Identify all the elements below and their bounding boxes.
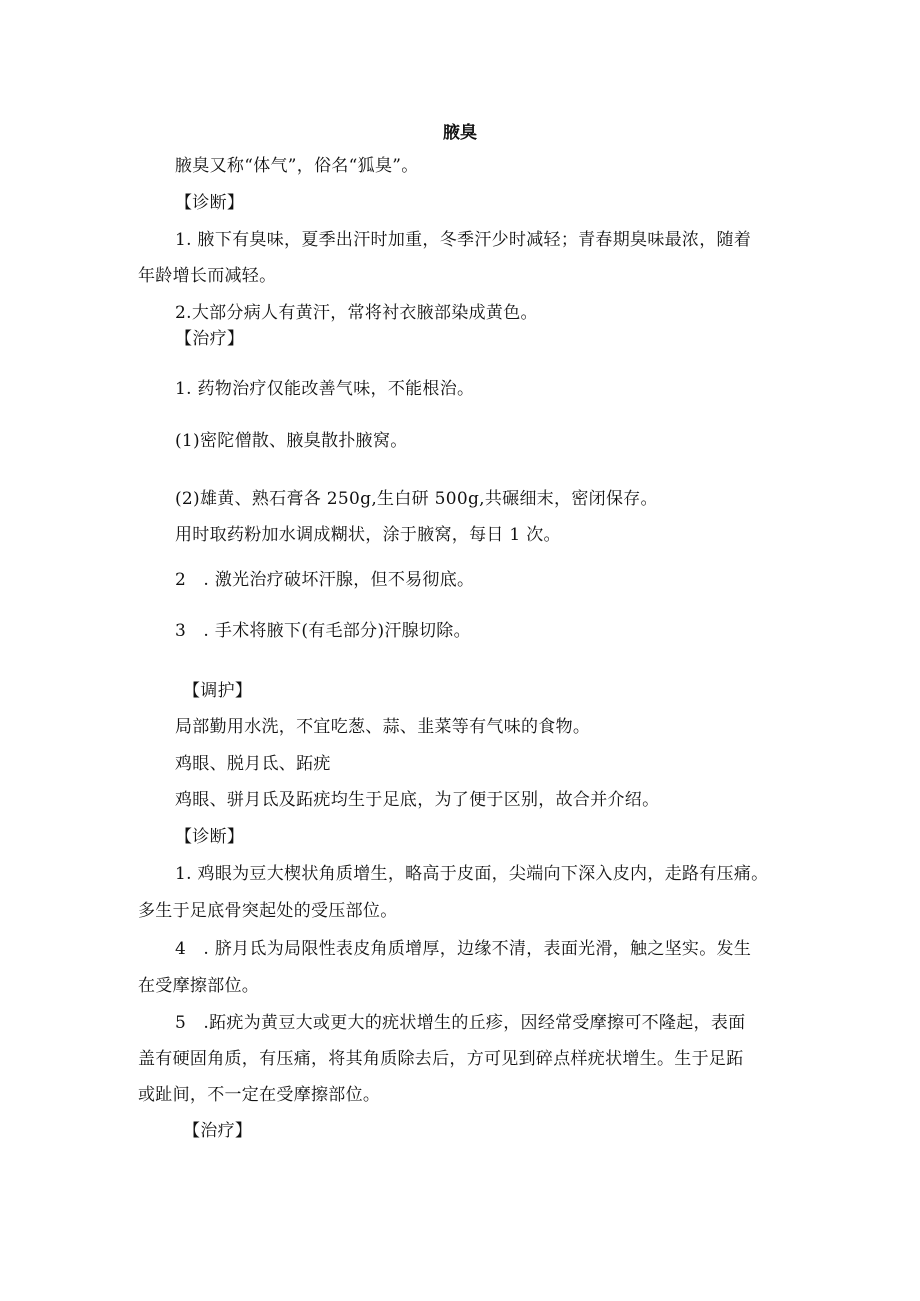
diagnosis-item-1-cont: 年龄增长而减轻。 xyxy=(138,266,277,286)
diagnosis2-item-4: 4 . 脐月氐为局限性表皮角质增厚，边缘不清，表面光滑，触之坚实。发生 xyxy=(175,939,752,959)
treatment-sub-2-usage: 用时取药粉加水调成糊状，涂于腋窝，每日 1 次。 xyxy=(175,525,561,545)
diagnosis2-item-1-cont: 多生于足底骨突起处的受压部位。 xyxy=(138,901,398,921)
section-heading-diagnosis-2: 【诊断】 xyxy=(175,827,245,847)
diagnosis2-item-1: 1. 鸡眼为豆大楔状角质增生，略高于皮面，尖端向下深入皮内，走路有压痛。 xyxy=(175,864,769,884)
treatment-item-1: 1. 药物治疗仅能改善气味，不能根治。 xyxy=(175,379,475,399)
diagnosis2-item-5-cont: 盖有硬固角质，有压痛，将其角质除去后，方可见到碎点样疣状增生。生于足跖 xyxy=(138,1049,744,1069)
diagnosis-item-2: 2.大部分病人有黄汗，常将衬衣腋部染成黄色。 xyxy=(175,303,538,323)
diagnosis2-item-5: 5 .跖疣为黄豆大或更大的疣状增生的丘疹，因经常受摩擦可不隆起，表面 xyxy=(175,1013,746,1033)
treatment-sub-1: (1)密陀僧散、腋臭散扑腋窝。 xyxy=(175,431,408,451)
care-paragraph: 局部勤用水洗，不宜吃葱、蒜、韭菜等有气味的食物。 xyxy=(175,717,591,737)
second-topic-intro: 鸡眼、骈月氐及跖疣均生于足底，为了便于区别，故合并介绍。 xyxy=(175,790,660,810)
intro-paragraph: 腋臭又称“体气”，俗名“狐臭”。 xyxy=(175,156,419,176)
treatment-sub-2: (2)雄黄、熟石膏各 250g,生白研 500g,共碾细末，密闭保存。 xyxy=(175,489,658,509)
treatment-item-2: 2 . 激光治疗破坏汗腺，但不易彻底。 xyxy=(175,570,475,590)
diagnosis-item-1: 1. 腋下有臭味，夏季出汗时加重，冬季汗少时减轻；青春期臭味最浓，随着 xyxy=(175,230,752,250)
section-heading-treatment-2: 【治疗】 xyxy=(183,1121,253,1141)
section-heading-treatment: 【治疗】 xyxy=(175,329,245,349)
treatment-item-3: 3 . 手术将腋下(有毛部分)汗腺切除。 xyxy=(175,621,471,641)
diagnosis2-item-5-cont-2: 或趾间，不一定在受摩擦部位。 xyxy=(138,1085,381,1105)
section-heading-care: 【调护】 xyxy=(183,681,253,701)
second-topic-title: 鸡眼、脱月氐、跖疣 xyxy=(175,754,331,774)
diagnosis2-item-4-cont: 在受摩擦部位。 xyxy=(138,976,260,996)
page-title: 腋臭 xyxy=(443,123,477,143)
section-heading-diagnosis: 【诊断】 xyxy=(175,193,245,213)
